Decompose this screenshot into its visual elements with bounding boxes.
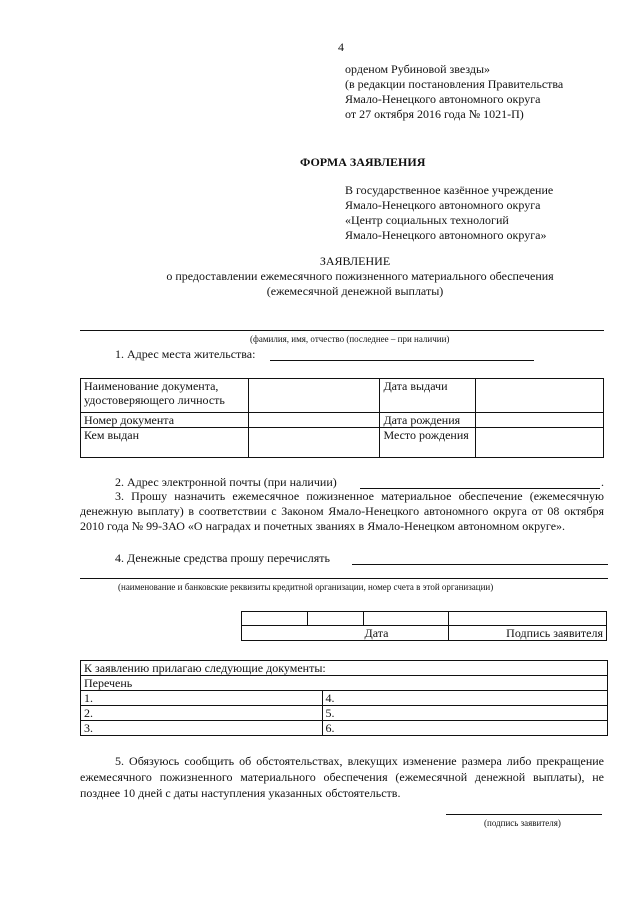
request-paragraph: 3. Прошу назначить ежемесячное пожизненное материальное обеспечение (ежемесячную денежную выплату) в соответствии с Законом Ямало-Ненецкого автономного округа от 08 октября 2010 года № 99-ЗАО «О наградах и почетных званиях в Ямало-Ненецком автономном округе». xyxy=(80,489,604,533)
page-number: 4 xyxy=(338,40,344,54)
doc-number-label: Номер документа xyxy=(81,413,249,428)
issue-date-field[interactable] xyxy=(476,379,604,413)
date-year-cell[interactable] xyxy=(363,612,449,626)
issued-by-field[interactable] xyxy=(248,428,380,458)
addressee xyxy=(345,183,553,243)
attachment-item-3[interactable]: 3. xyxy=(81,721,323,736)
applicant-signature-line[interactable] xyxy=(446,814,602,815)
addressee-line: «Центр социальных технологий xyxy=(345,213,509,227)
id-document-table xyxy=(80,378,604,458)
attachments-list-heading: Перечень xyxy=(81,676,608,691)
header-note-line: от 27 октября 2016 года № 1021-П) xyxy=(345,107,524,121)
attachments-heading: К заявлению прилагаю следующие документы: xyxy=(81,661,608,676)
application-title: ЗАЯВЛЕНИЕ xyxy=(319,254,391,268)
residence-address-label: 1. Адрес места жительства: xyxy=(115,347,256,361)
header-note-line: орденом Рубиновой звезды» xyxy=(345,62,491,76)
header-note-line: Ямало-Ненецкого автономного округа xyxy=(345,92,541,106)
attachment-item-1[interactable]: 1. xyxy=(81,691,323,706)
bank-caption: (наименование и банковские реквизиты кредитной организации, номер счета в этой организации) xyxy=(118,582,494,592)
doc-number-field[interactable] xyxy=(248,413,380,428)
bank-transfer-field[interactable] xyxy=(352,564,608,565)
attachment-item-6[interactable]: 6. xyxy=(322,721,607,736)
bank-transfer-label: 4. Денежные средства прошу перечислять xyxy=(115,551,330,565)
date-month-cell[interactable] xyxy=(307,612,363,626)
signature-label: Подпись заявителя xyxy=(449,626,607,641)
email-end: . xyxy=(601,475,604,489)
birth-date-label: Дата рождения xyxy=(380,413,476,428)
birth-place-field[interactable] xyxy=(476,428,604,458)
date-day-cell[interactable] xyxy=(242,612,308,626)
attachment-item-2[interactable]: 2. xyxy=(81,706,323,721)
attachment-item-5[interactable]: 5. xyxy=(322,706,607,721)
header-note-line: (в редакции постановления Правительства xyxy=(345,77,564,91)
birth-place-label: Место рождения xyxy=(380,428,476,458)
date-label: Дата xyxy=(242,626,449,641)
application-subtitle-2: (ежемесячной денежной выплаты) xyxy=(266,284,444,298)
residence-address-field[interactable] xyxy=(270,360,534,361)
addressee-line: Ямало-Ненецкого автономного округа xyxy=(345,198,541,212)
doc-name-label: Наименование документа, удостоверяющего личность xyxy=(81,379,249,413)
addressee-line: В государственное казённое учреждение xyxy=(345,183,554,197)
email-label: 2. Адрес электронной почты (при наличии) xyxy=(115,475,337,489)
application-subtitle: о предоставлении ежемесячного пожизненного материального обеспечения xyxy=(166,269,554,283)
issue-date-label: Дата выдачи xyxy=(380,379,476,413)
fio-line[interactable] xyxy=(80,330,604,331)
signature-caption: (подпись заявителя) xyxy=(484,818,561,828)
addressee-line: Ямало-Ненецкого автономного округа» xyxy=(345,228,547,242)
date-signature-table xyxy=(241,611,607,641)
fio-caption: (фамилия, имя, отчество (последнее – при наличии) xyxy=(250,334,450,344)
obligation-paragraph: 5. Обязуюсь сообщить об обстоятельствах, влекущих изменение размера либо прекращение ежемесячного пожизненного материального обеспечения (ежемесячной денежной выплаты), не позднее 10 дней с даты наступления указанных обстоятельств. xyxy=(80,754,604,800)
attachments-table xyxy=(80,660,608,736)
birth-date-field[interactable] xyxy=(476,413,604,428)
issued-by-label: Кем выдан xyxy=(81,428,249,458)
doc-name-field[interactable] xyxy=(248,379,380,413)
form-title: ФОРМА ЗАЯВЛЕНИЯ xyxy=(300,155,426,169)
header-note xyxy=(345,62,563,122)
bank-details-line[interactable] xyxy=(80,578,608,579)
signature-cell[interactable] xyxy=(449,612,607,626)
attachment-item-4[interactable]: 4. xyxy=(322,691,607,706)
